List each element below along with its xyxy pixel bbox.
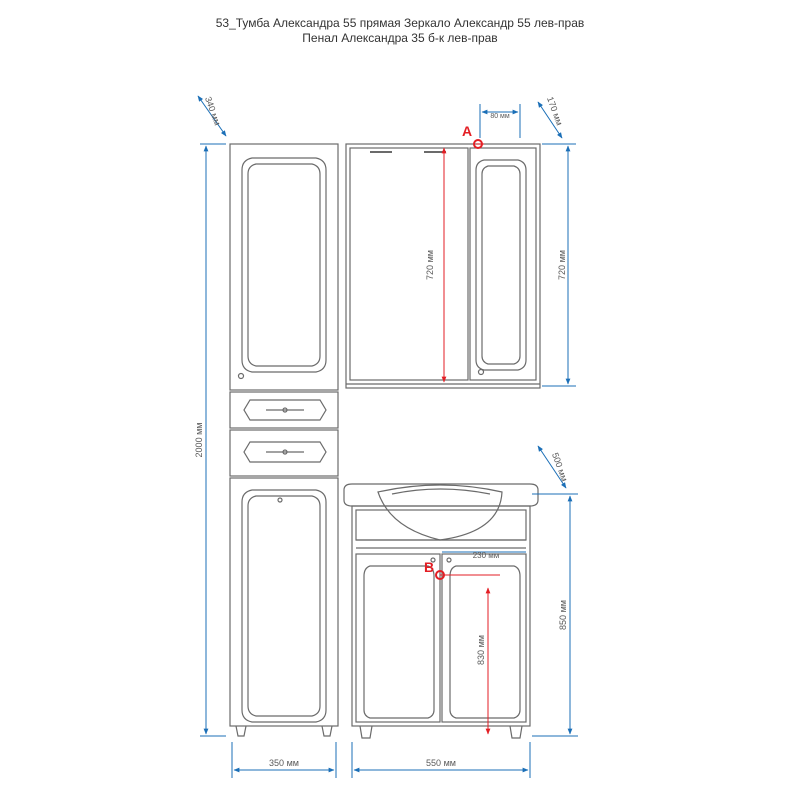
mirror-offset-label: 80 мм — [490, 113, 510, 120]
mirror-height-outer-label: 720 мм — [557, 250, 567, 280]
drawing-title-line1: 53_Тумба Александра 55 прямая Зеркало Александр 55 лев-прав — [215, 16, 585, 30]
vanity-cabinet — [344, 484, 538, 738]
mirror-height-inner-label: 720 мм — [425, 250, 435, 280]
pencil-upper-door-panel — [242, 158, 326, 372]
marker-b-label: B — [424, 559, 435, 575]
vanity-height-inner-label: 830 мм — [476, 635, 486, 665]
drawing-title-line2: Пенал Александра 35 б-к лев-прав — [302, 31, 498, 45]
pencil-lower-body — [230, 478, 338, 726]
vanity-depth-label: 500 мм — [550, 451, 570, 483]
mirror-cabinet — [346, 144, 540, 388]
mirror-body — [346, 144, 540, 388]
pencil-lower-door-panel — [242, 490, 326, 722]
marker-a-label: A — [462, 123, 473, 139]
vanity-left-door — [356, 554, 440, 722]
pencil-upper-handle — [239, 374, 244, 379]
dimension-lines — [198, 96, 578, 778]
pencil-depth-label: 340 мм — [203, 95, 223, 127]
pencil-upper-body — [230, 144, 338, 390]
mirror-glass — [350, 148, 468, 380]
pencil-cabinet — [230, 144, 338, 736]
pencil-height-label: 2000 мм — [194, 422, 204, 458]
vanity-body — [352, 506, 530, 726]
pencil-width-label: 350 мм — [269, 758, 299, 768]
mirror-depth-label: 170 мм — [545, 95, 565, 127]
vanity-width-label: 550 мм — [426, 758, 456, 768]
sink-basin — [344, 484, 538, 506]
vanity-height-outer-label: 850 мм — [558, 600, 568, 630]
vanity-offset-label: 230 мм — [472, 551, 500, 560]
mirror-door-handle — [479, 370, 484, 375]
